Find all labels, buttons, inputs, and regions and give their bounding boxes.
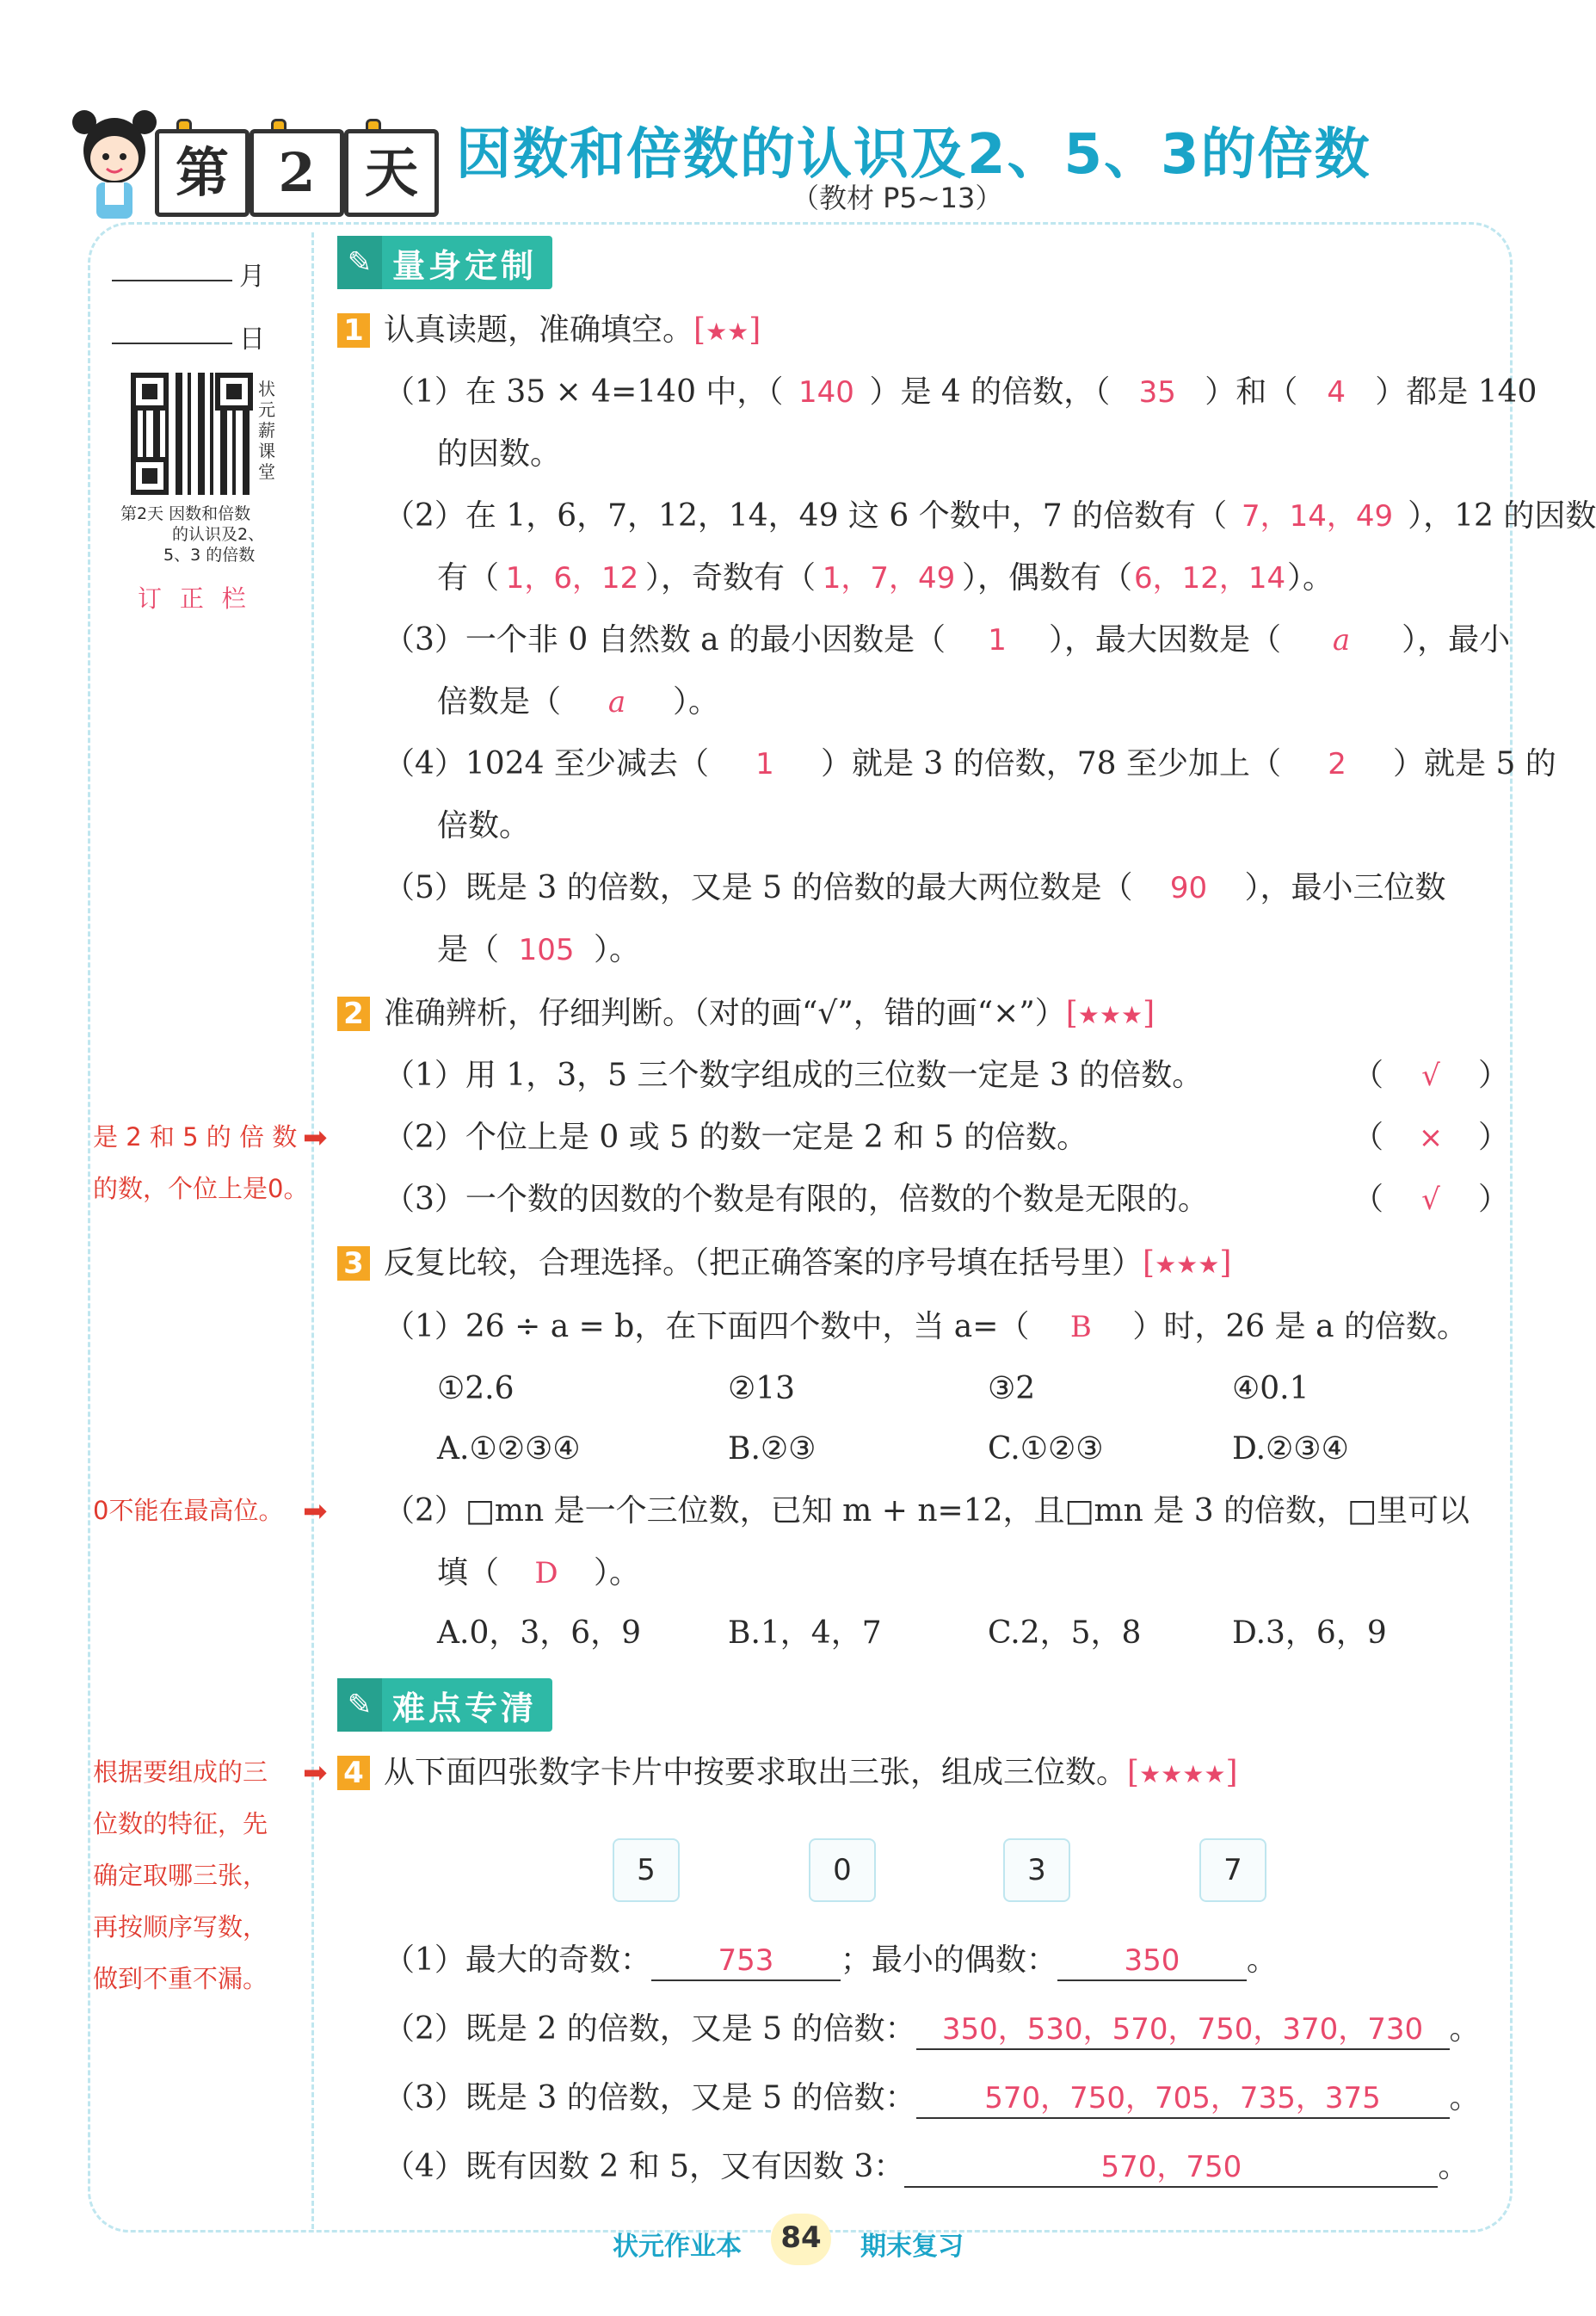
q1-part-1-cont: 的因数。 — [437, 436, 562, 472]
answer-blank[interactable]: 35 — [1138, 375, 1176, 410]
q1-part-1: （1）在 35 × 4=140 中，（ 140 ）是 4 的倍数，（ 35 ）和（ 4 ）都是 140 — [384, 374, 1537, 410]
q2-item-1: （1）用 1，3，5 三个数字组成的三位数一定是 3 的倍数。 — [384, 1058, 1204, 1093]
q1-part-4-cont: 倍数。 — [437, 808, 531, 843]
answer-blank[interactable]: 6，12，14 — [1133, 561, 1286, 596]
answer-blank[interactable]: 350，530，570，750，370，730 — [916, 2010, 1450, 2050]
q3-part-2-cont: 填（ D ）。 — [437, 1555, 641, 1590]
q1-part-2: （2）在 1，6，7，12，14，49 这 6 个数中，7 的倍数有（ 7，14，49 ），12 的因数 — [384, 498, 1596, 534]
note-3-line-5: 做到不重不漏。 — [93, 1964, 268, 1993]
q3-number-4: ④0.1 — [1232, 1371, 1309, 1406]
note-1-line-2: 的数，个位上是0。 — [93, 1174, 309, 1203]
answer-blank[interactable]: 105 — [518, 933, 575, 967]
digit-card[interactable]: 0 — [809, 1838, 876, 1902]
q3-option-b[interactable]: B.1，4，7 — [728, 1615, 882, 1651]
answer-blank[interactable]: 140 — [798, 375, 854, 410]
answer-blank[interactable]: × — [1418, 1121, 1444, 1155]
footer-section-name: 期末复习 — [860, 2232, 964, 2262]
q3-option-d[interactable]: D.②③④ — [1232, 1431, 1349, 1467]
question-number-4: 4 — [337, 1756, 370, 1790]
answer-blank[interactable]: 350 — [1057, 1942, 1247, 1981]
footer-book-name: 状元作业本 — [613, 2232, 742, 2262]
correction-label: 订 正 栏 — [138, 584, 251, 613]
answer-blank[interactable]: 1，6，12 — [505, 561, 639, 596]
question-2-title: 准确辨析，仔细判断。（对的画“√”，错的画“×”）[★★★] — [384, 996, 1155, 1031]
note-3-line-3: 确定取哪三张， — [93, 1861, 268, 1890]
q1-part-5-cont: 是（ 105 ）。 — [437, 932, 641, 967]
answer-blank[interactable]: 570，750 — [904, 2148, 1438, 2188]
digit-card[interactable]: 5 — [613, 1838, 680, 1902]
q2-judge-3: （ √ ） — [1353, 1182, 1510, 1217]
day-card-2: 2 — [250, 129, 344, 217]
answer-blank[interactable]: a — [1332, 623, 1351, 658]
q4-part-1: （1）最大的奇数： 753 ；最小的偶数： 350 。 — [384, 1942, 1278, 1981]
q3-number-3: ③2 — [988, 1371, 1036, 1406]
page-subtitle: （教材 P5~13） — [792, 182, 1003, 214]
digit-card[interactable]: 3 — [1003, 1838, 1070, 1902]
answer-blank[interactable]: 570，750，705，735，375 — [916, 2079, 1450, 2119]
q1-part-2-cont: 有（ 1，6，12 ），奇数有（ 1，7，49 ），偶数有（6，12，14）。 — [437, 560, 1334, 596]
q3-option-d[interactable]: D.3，6，9 — [1232, 1615, 1387, 1651]
q2-item-3: （3）一个数的因数的个数是有限的，倍数的个数是无限的。 — [384, 1182, 1209, 1217]
question-4-title: 从下面四张数字卡片中按要求取出三张，组成三位数。[★★★★] — [384, 1755, 1238, 1790]
answer-blank[interactable]: 1 — [755, 747, 774, 781]
note-3-line-1: 根据要组成的三 — [93, 1757, 268, 1787]
note-3-line-2: 位数的特征，先 — [93, 1809, 268, 1838]
note-3-line-4: 再按顺序写数， — [93, 1912, 268, 1942]
q3-option-a[interactable]: A.0，3，6，9 — [437, 1615, 642, 1651]
answer-blank[interactable]: B — [1069, 1310, 1092, 1344]
section-banner-difficult: ✎ 难点专清 — [337, 1678, 552, 1732]
page-title: 因数和倍数的认识及2、5、3的倍数 — [456, 123, 1371, 187]
answer-blank[interactable]: 1，7，49 — [822, 561, 956, 596]
answer-blank[interactable]: D — [534, 1556, 558, 1590]
answer-blank[interactable]: 7，14，49 — [1241, 499, 1394, 534]
arrow-right-icon: ➡ — [303, 1494, 328, 1529]
q1-part-4: （4）1024 至少减去（ 1 ）就是 3 的倍数，78 至少加上（ 2 ）就是 5 的 — [384, 746, 1556, 781]
day-card-1: 第 — [155, 129, 250, 217]
answer-blank[interactable]: 2 — [1328, 747, 1346, 781]
question-1-title: 认真读题，准确填空。[★★] — [384, 312, 761, 348]
q1-part-5: （5）既是 3 的倍数，又是 5 的倍数的最大两位数是（ 90 ），最小三位数 — [384, 870, 1446, 905]
q4-part-4: （4）既有因数 2 和 5，又有因数 3： 570，750 。 — [384, 2148, 1469, 2188]
note-2: 0不能在最高位。 — [93, 1496, 284, 1525]
section-banner-tailored: ✎ 量身定制 — [337, 236, 552, 289]
question-3-title: 反复比较，合理选择。（把正确答案的序号填在括号里）[★★★] — [384, 1245, 1232, 1281]
note-1-line-1: 是 2 和 5 的 倍 数 — [93, 1122, 298, 1152]
digit-card[interactable]: 7 — [1199, 1838, 1266, 1902]
q3-option-a[interactable]: A.①②③④ — [437, 1431, 581, 1467]
q3-option-c[interactable]: C.2，5，8 — [988, 1615, 1142, 1651]
sidebar-divider — [311, 232, 314, 2229]
q1-part-3-cont: 倍数是（ a ）。 — [437, 684, 720, 720]
q1-part-3: （3）一个非 0 自然数 a 的最小因数是（ 1 ），最大因数是（ a ），最小 — [384, 622, 1511, 658]
q3-part-1: （1）26 ÷ a = b，在下面四个数中，当 a=（ B ）时，26 是 a 的倍数。 — [384, 1309, 1469, 1344]
month-label: 月 — [239, 262, 265, 292]
q2-judge-1: （ √ ） — [1353, 1058, 1510, 1093]
q4-part-3: （3）既是 3 的倍数，又是 5 的倍数： 570，750，705，735，375 。 — [384, 2079, 1481, 2119]
answer-blank[interactable]: 4 — [1327, 375, 1346, 410]
qr-desc-1: 第2天 因数和倍数 — [120, 504, 251, 523]
month-blank[interactable] — [112, 254, 232, 281]
answer-blank[interactable]: a — [607, 685, 626, 720]
mascot-girl-icon — [67, 103, 162, 224]
pencil-icon: ✎ — [337, 236, 382, 289]
day-card-3: 天 — [344, 129, 439, 217]
question-number-1: 1 — [337, 313, 370, 348]
question-number-2: 2 — [337, 997, 370, 1031]
q3-option-c[interactable]: C.①②③ — [988, 1431, 1104, 1467]
page-number: 84 — [780, 2220, 822, 2255]
qr-desc-2: 的认识及2、 — [172, 525, 265, 544]
answer-blank[interactable]: 90 — [1169, 871, 1208, 905]
q4-part-2: （2）既是 2 的倍数，又是 5 的倍数： 350，530，570，750，370，730 。 — [384, 2010, 1481, 2050]
pencil-icon: ✎ — [337, 1678, 382, 1732]
answer-blank[interactable]: √ — [1421, 1059, 1440, 1093]
q2-judge-2: （ × ） — [1353, 1120, 1510, 1155]
day-blank[interactable] — [112, 317, 232, 344]
arrow-right-icon: ➡ — [303, 1121, 328, 1155]
answer-blank[interactable]: 753 — [651, 1942, 841, 1981]
arrow-right-icon: ➡ — [303, 1756, 328, 1790]
answer-blank[interactable]: 1 — [988, 623, 1007, 658]
q3-option-b[interactable]: B.②③ — [728, 1431, 816, 1467]
q3-part-2: （2）□mn 是一个三位数，已知 m + n=12，且□mn 是 3 的倍数，□里可以 — [384, 1493, 1470, 1529]
answer-blank[interactable]: √ — [1421, 1183, 1440, 1217]
q3-number-2: ②13 — [728, 1371, 796, 1406]
q3-number-1: ①2.6 — [437, 1371, 515, 1406]
day-label: 日 — [239, 324, 265, 355]
qr-code-icon[interactable] — [131, 373, 253, 495]
qr-desc-3: 5、3 的倍数 — [163, 546, 256, 565]
qr-caption: 状元薪课堂 — [258, 379, 275, 482]
question-number-3: 3 — [337, 1246, 370, 1281]
q2-item-2: （2）个位上是 0 或 5 的数一定是 2 和 5 的倍数。 — [384, 1120, 1088, 1155]
